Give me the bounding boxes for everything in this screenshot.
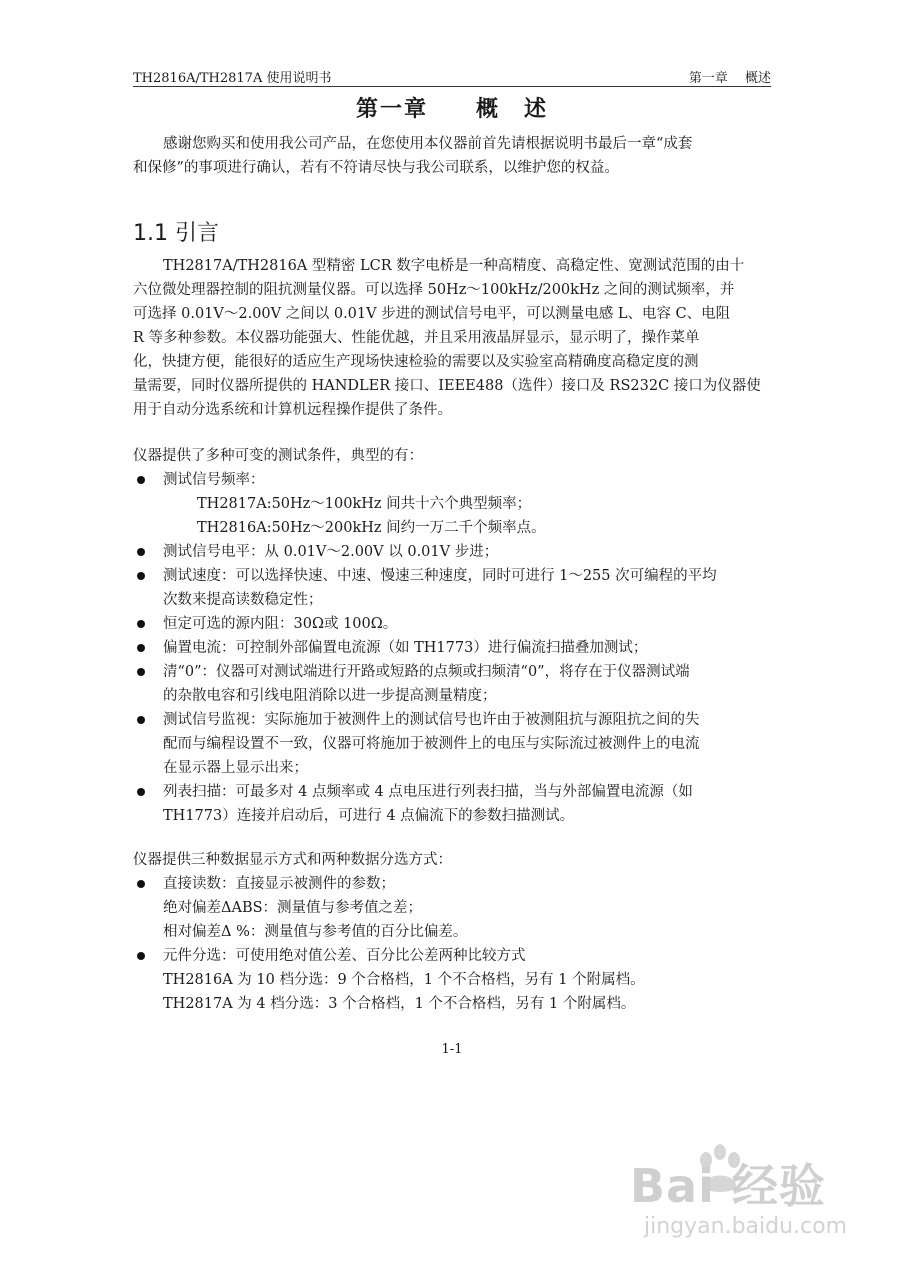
list-item: 列表扫描：可最多对 4 点频率或 4 点电压进行列表扫描，当与外部偏置电流源（如 [133, 780, 773, 804]
para-line: 用于自动分选系统和计算机远程操作提供了条件。 [133, 402, 452, 418]
list-item-continuation: 的杂散电容和引线电阻消除以进一步提高测量精度； [163, 688, 497, 704]
list-item-continuation: 配而与编程设置不一致，仪器可将施加于被测件上的电压与实际流过被测件上的电流 [163, 736, 700, 752]
para-line: 量需要，同时仪器所提供的 HANDLER 接口、IEEE488（选件）接口及 RS232C 接口为仪器使 [133, 378, 761, 394]
header-chapter: 第一章 概述 [688, 71, 771, 86]
intro-line: 和保修”的事项进行确认，若有不符请尽快与我公司联系，以维护您的权益。 [133, 160, 619, 176]
list-item-continuation: TH2816A 为 10 档分选：9 个合格档，1 个不合格档，另有 1 个附属档。 [163, 972, 645, 988]
intro-section-paragraph [133, 254, 773, 422]
watermark-logo: Bai 经验 [630, 1159, 826, 1213]
display-sorting-list [133, 848, 773, 1016]
list-subitem: TH2816A:50Hz～200kHz 间约一万二千个频率点。 [197, 520, 546, 536]
bullet-icon [137, 668, 145, 676]
list-item: 测试信号频率： [133, 468, 773, 492]
list-item: 偏置电流：可控制外部偏置电流源（如 TH1773）进行偏流扫描叠加测试； [133, 636, 773, 660]
watermark-url: jingyan.baidu.com [644, 1214, 848, 1239]
para-line: 可选择 0.01V～2.00V 之间以 0.01V 步进的测试信号电平，可以测量电感 L、电容 C、电阻 [133, 306, 731, 322]
para-line: 六位微处理器控制的阻抗测量仪器。可以选择 50Hz～100kHz/200kHz 之间的测试频率，并 [133, 282, 735, 298]
list-item-continuation: TH2817A 为 4 档分选：3 个合格档，1 个不合格档，另有 1 个附属档。 [163, 996, 636, 1012]
bullet-icon [137, 788, 145, 796]
intro-line: 感谢您购买和使用我公司产品，在您使用本仪器前首先请根据说明书最后一章“成套 [163, 136, 693, 152]
page-number: 1-1 [441, 1042, 463, 1057]
list-item: 直接读数：直接显示被测件的参数； [133, 872, 773, 896]
list-item-continuation: 相对偏差Δ %：测量值与参考值的百分比偏差。 [163, 924, 468, 940]
para-line: TH2817A/TH2816A 型精密 LCR 数字电桥是一种高精度、高稳定性、宽测试范围的由十 [163, 258, 745, 274]
list-item: 测试速度：可以选择快速、中速、慢速三种速度，同时可进行 1～255 次可编程的平均 [133, 564, 773, 588]
list-subitem: TH2817A:50Hz～100kHz 间共十六个典型频率； [197, 496, 532, 512]
header-doc-title: TH2816A/TH2817A 使用说明书 [133, 71, 332, 86]
chapter-title: 第一章 概 述 [355, 96, 548, 122]
list-item: 清“0”：仪器可对测试端进行开路或短路的点频或扫频清“0”，将存在于仪器测试端 [133, 660, 773, 684]
list-item-continuation: 次数来提高读数稳定性； [163, 592, 323, 608]
section-title: 1.1 引言 [133, 221, 219, 246]
bullet-icon [137, 572, 145, 580]
list-heading: 仪器提供三种数据显示方式和两种数据分选方式： [133, 852, 452, 868]
bullet-icon [137, 644, 145, 652]
list-item-continuation: 在显示器上显示出来； [163, 760, 308, 776]
bullet-icon [137, 548, 145, 556]
test-conditions-list [133, 444, 773, 828]
baidu-watermark [630, 1150, 870, 1260]
para-line: 化，快捷方便，能很好的适应生产现场快速检验的需要以及实验室高精确度高稳定度的测 [133, 354, 699, 370]
list-item: 测试信号电平：从 0.01V～2.00V 以 0.01V 步进； [133, 540, 773, 564]
bullet-icon [137, 476, 145, 484]
para-line: R 等多种参数。本仪器功能强大、性能优越，并且采用液晶屏显示，显示明了，操作菜单 [133, 330, 700, 346]
page-header [133, 64, 771, 87]
bullet-icon [137, 952, 145, 960]
list-item: 恒定可选的源内阻：30Ω或 100Ω。 [133, 612, 773, 636]
bullet-icon [137, 880, 145, 888]
list-item-continuation: TH1773）连接并启动后，可进行 4 点偏流下的参数扫描测试。 [163, 808, 575, 824]
bullet-icon [137, 620, 145, 628]
list-item-continuation: 绝对偏差ΔABS：测量值与参考值之差； [163, 900, 423, 916]
list-item: 测试信号监视：实际施加于被测件上的测试信号也许由于被测阻抗与源阻抗之间的失 [133, 708, 773, 732]
intro-paragraph [133, 132, 773, 180]
list-heading: 仪器提供了多种可变的测试条件，典型的有： [133, 448, 423, 464]
list-item: 元件分选：可使用绝对值公差、百分比公差两种比较方式 [133, 944, 773, 968]
bullet-icon [137, 716, 145, 724]
